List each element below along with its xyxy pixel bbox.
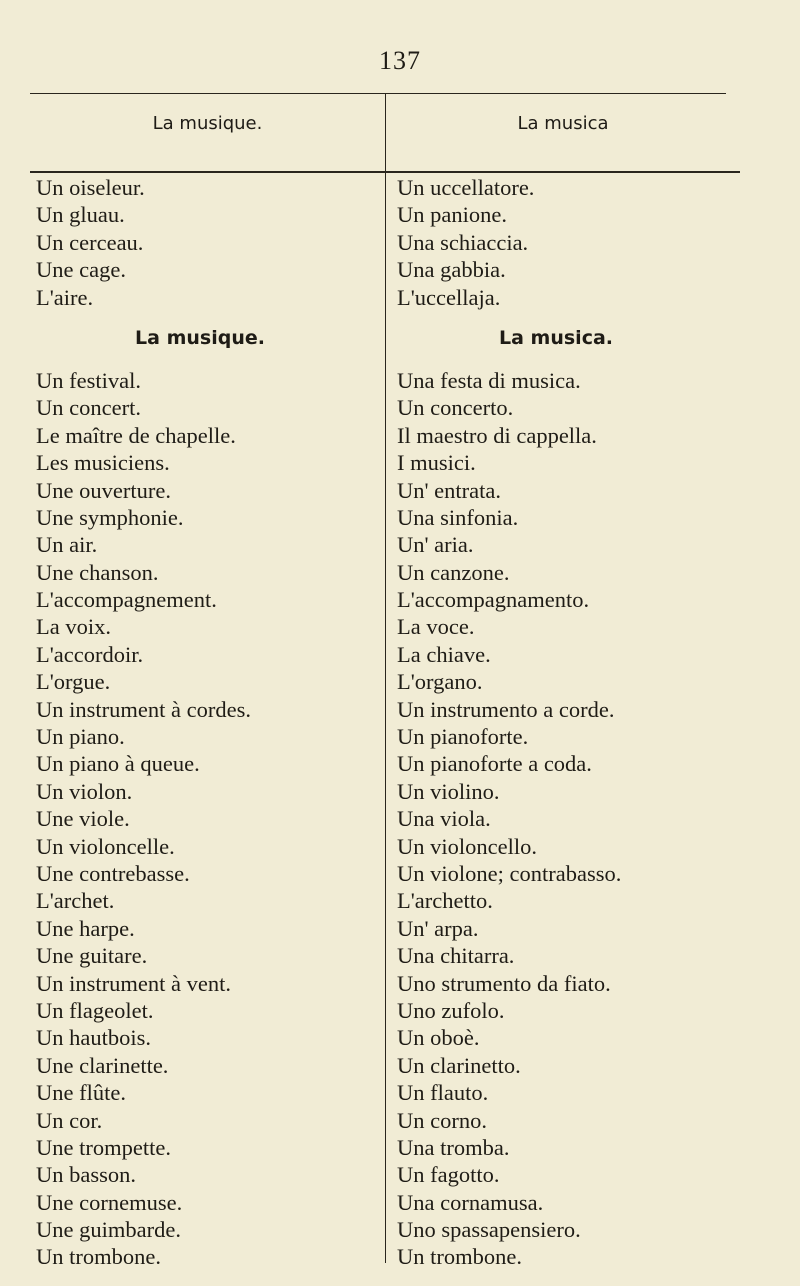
vocab-entry-french: Un violoncelle. bbox=[36, 833, 175, 859]
french-column bbox=[36, 174, 370, 1271]
vocab-entry-french: Une guitare. bbox=[36, 943, 148, 969]
vocab-entry-italian: L'accompagnamento. bbox=[397, 587, 590, 613]
vocab-entry-italian: Una cornamusa. bbox=[397, 1189, 544, 1215]
vocab-entry-italian: Una chitarra. bbox=[397, 943, 515, 969]
vocab-entry-french: Un basson. bbox=[36, 1162, 136, 1188]
vocab-entry-italian: Una sinfonia. bbox=[397, 504, 519, 530]
vocab-entry-french: Les musiciens. bbox=[36, 450, 170, 476]
vocab-entry-french: Une cage. bbox=[36, 257, 126, 283]
vocab-entry-italian: Un' arpa. bbox=[397, 915, 479, 941]
vocab-entry-french: Une guimbarde. bbox=[36, 1217, 181, 1243]
page-number: 137 bbox=[379, 46, 421, 75]
vocab-entry-french: L'aire. bbox=[36, 284, 94, 310]
vocab-entry-french: Un violon. bbox=[36, 778, 133, 804]
vocab-entry-italian: Un panione. bbox=[397, 202, 507, 228]
vocab-entry-french: Un festival. bbox=[36, 367, 141, 393]
vocab-entry-french: L'orgue. bbox=[36, 669, 111, 695]
vocab-entry-french: Un flageolet. bbox=[36, 997, 154, 1023]
vocab-entry-french: Une clarinette. bbox=[36, 1052, 169, 1078]
vocab-entry-italian: Un' entrata. bbox=[397, 477, 502, 503]
vocab-entry-italian: Il maestro di cappella. bbox=[397, 422, 597, 448]
vocab-entry-italian: Uno zufolo. bbox=[397, 997, 505, 1023]
vocab-entry-french: Le maître de chapelle. bbox=[36, 422, 236, 448]
vocab-entry-italian: Un pianoforte a coda. bbox=[397, 751, 592, 777]
vocab-entry-french: Un gluau. bbox=[36, 202, 125, 228]
vocab-entry-italian: Un flauto. bbox=[397, 1080, 489, 1106]
vocab-entry-french: Une trompette. bbox=[36, 1134, 171, 1160]
column-header-italian: La musica bbox=[517, 113, 609, 134]
vocab-entry-french: Un instrument à cordes. bbox=[36, 696, 251, 722]
vocab-entry-french: Un instrument à vent. bbox=[36, 970, 231, 996]
italian-music-list bbox=[397, 367, 726, 1271]
vocab-entry-italian: Una schiaccia. bbox=[397, 229, 529, 255]
vocab-entry-italian: La voce. bbox=[397, 614, 475, 640]
vocab-entry-italian: Una gabbia. bbox=[397, 257, 506, 283]
french-music-list bbox=[36, 367, 370, 1271]
vocab-entry-french: Un piano. bbox=[36, 724, 125, 750]
vocab-entry-french: L'accordoir. bbox=[36, 641, 144, 667]
vocab-entry-italian: L'archetto. bbox=[397, 888, 493, 914]
vocab-entry-italian: Uno spassapensiero. bbox=[397, 1217, 581, 1243]
vocab-entry-italian: Un trombone. bbox=[397, 1244, 522, 1270]
italian-column bbox=[397, 174, 726, 1271]
italian-bird-list bbox=[397, 174, 726, 311]
vocab-entry-french: L'archet. bbox=[36, 888, 115, 914]
vocab-entry-italian: Un pianoforte. bbox=[397, 724, 529, 750]
section-heading-french: La musique. bbox=[135, 326, 265, 349]
vocab-entry-italian: Un violino. bbox=[397, 778, 500, 804]
vocab-entry-italian: L'uccellaja. bbox=[397, 284, 501, 310]
vocab-entry-french: Un cerceau. bbox=[36, 229, 144, 255]
section-heading-italian: La musica. bbox=[499, 326, 613, 349]
vocab-entry-italian: Un oboè. bbox=[397, 1025, 480, 1051]
vocab-entry-french: Une flûte. bbox=[36, 1080, 126, 1106]
vocab-entry-french: Une harpe. bbox=[36, 915, 135, 941]
vocab-entry-french: Une chanson. bbox=[36, 559, 159, 585]
vocab-entry-italian: Una viola. bbox=[397, 806, 491, 832]
vocab-entry-french: Un trombone. bbox=[36, 1244, 161, 1270]
vocab-entry-french: Un air. bbox=[36, 532, 98, 558]
vocab-entry-italian: I musici. bbox=[397, 450, 476, 476]
vocab-entry-italian: Un concerto. bbox=[397, 395, 514, 421]
vocab-entry-italian: L'organo. bbox=[397, 669, 483, 695]
header-top-rule bbox=[30, 93, 726, 94]
vocab-entry-french: Un piano à queue. bbox=[36, 751, 200, 777]
vocab-entry-french: Une viole. bbox=[36, 806, 130, 832]
vocab-entry-french: Un hautbois. bbox=[36, 1025, 151, 1051]
column-divider bbox=[385, 93, 386, 1263]
vocab-entry-italian: Un violoncello. bbox=[397, 833, 537, 859]
vocab-entry-french: Une contrebasse. bbox=[36, 860, 190, 886]
vocab-entry-italian: La chiave. bbox=[397, 641, 491, 667]
vocab-entry-italian: Un clarinetto. bbox=[397, 1052, 521, 1078]
vocab-entry-french: Un cor. bbox=[36, 1107, 103, 1133]
vocab-entry-italian: Un instrumento a corde. bbox=[397, 696, 615, 722]
column-header-french: La musique. bbox=[152, 113, 263, 134]
vocab-entry-italian: Un' aria. bbox=[397, 532, 474, 558]
vocab-entry-italian: Una tromba. bbox=[397, 1134, 510, 1160]
vocab-entry-italian: Un corno. bbox=[397, 1107, 487, 1133]
french-bird-list bbox=[36, 174, 370, 311]
vocab-entry-italian: Un uccellatore. bbox=[397, 175, 535, 200]
vocab-entry-french: L'accompagnement. bbox=[36, 587, 217, 613]
vocab-entry-italian: Uno strumento da fiato. bbox=[397, 970, 611, 996]
vocab-entry-french: Un concert. bbox=[36, 395, 141, 421]
vocab-entry-french: Un oiseleur. bbox=[36, 175, 145, 200]
vocab-entry-italian: Un canzone. bbox=[397, 559, 510, 585]
vocab-entry-french: Une cornemuse. bbox=[36, 1189, 183, 1215]
vocab-entry-french: La voix. bbox=[36, 614, 111, 640]
vocab-entry-italian: Un fagotto. bbox=[397, 1162, 500, 1188]
vocab-entry-italian: Un violone; contrabasso. bbox=[397, 860, 622, 886]
vocab-entry-french: Une symphonie. bbox=[36, 504, 184, 530]
vocab-entry-french: Une ouverture. bbox=[36, 477, 171, 503]
vocab-entry-italian: Una festa di musica. bbox=[397, 367, 581, 393]
